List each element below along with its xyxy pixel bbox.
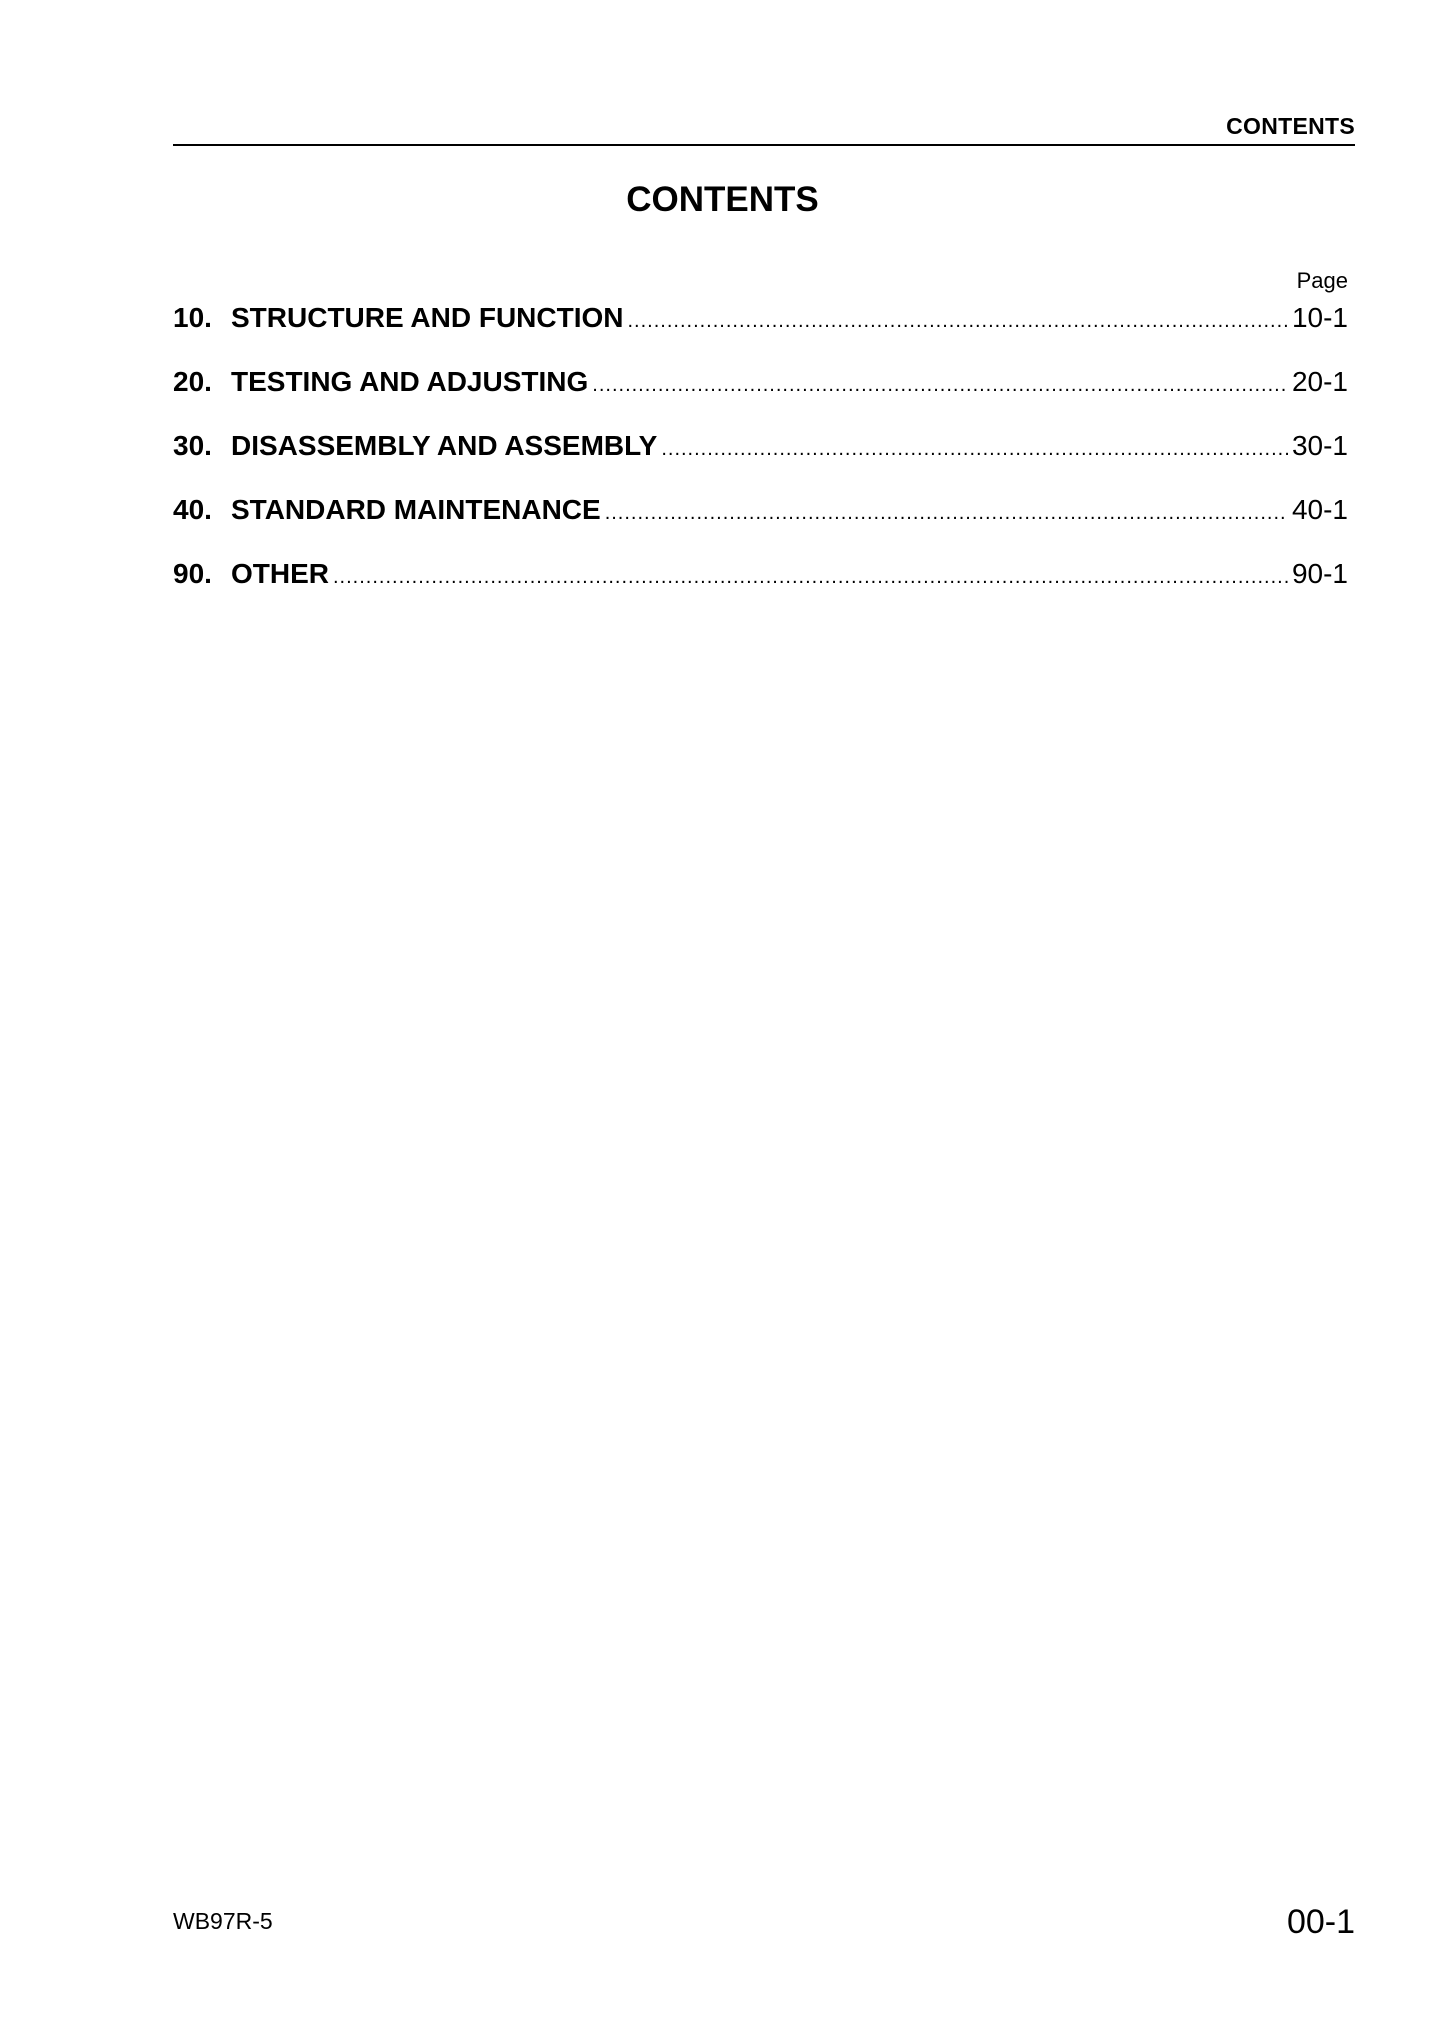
toc-dot-leader	[628, 310, 1288, 333]
toc-entry-page: 10-1	[1291, 302, 1348, 333]
page-title: CONTENTS	[626, 180, 819, 219]
toc-entry-title: OTHER	[231, 558, 329, 589]
toc-entry-page: 40-1	[1291, 494, 1348, 525]
toc-entry-page: 90-1	[1291, 558, 1348, 589]
toc-entry-number: 20.	[173, 366, 212, 397]
toc-entry-number: 90.	[173, 558, 212, 589]
toc-entry-structure-and-function[interactable]	[173, 302, 1348, 366]
page-column-label: Page	[1296, 268, 1348, 293]
toc-entry-title: STANDARD MAINTENANCE	[231, 494, 601, 525]
toc-entry-title: STRUCTURE AND FUNCTION	[231, 302, 624, 333]
footer-model-code: WB97R-5	[173, 1908, 273, 1934]
toc-entry-other[interactable]	[173, 558, 1348, 622]
toc-entry-title: TESTING AND ADJUSTING	[231, 366, 589, 397]
table-of-contents	[173, 302, 1348, 622]
toc-entry-title: DISASSEMBLY AND ASSEMBLY	[231, 430, 658, 461]
toc-entry-standard-maintenance[interactable]	[173, 494, 1348, 558]
toc-entry-number: 30.	[173, 430, 212, 461]
toc-entry-testing-and-adjusting[interactable]	[173, 366, 1348, 430]
toc-entry-number: 10.	[173, 302, 212, 333]
running-header-title: CONTENTS	[1226, 113, 1355, 139]
running-header	[173, 110, 1355, 146]
toc-entry-page: 30-1	[1291, 430, 1348, 461]
toc-entry-number: 40.	[173, 494, 212, 525]
toc-dot-leader	[661, 438, 1288, 461]
toc-dot-leader	[592, 374, 1288, 397]
toc-entry-page: 20-1	[1291, 366, 1348, 397]
footer-page-number: 00-1	[1286, 1903, 1355, 1941]
toc-dot-leader	[333, 566, 1288, 589]
toc-dot-leader	[605, 502, 1288, 525]
toc-entry-disassembly-and-assembly[interactable]	[173, 430, 1348, 494]
